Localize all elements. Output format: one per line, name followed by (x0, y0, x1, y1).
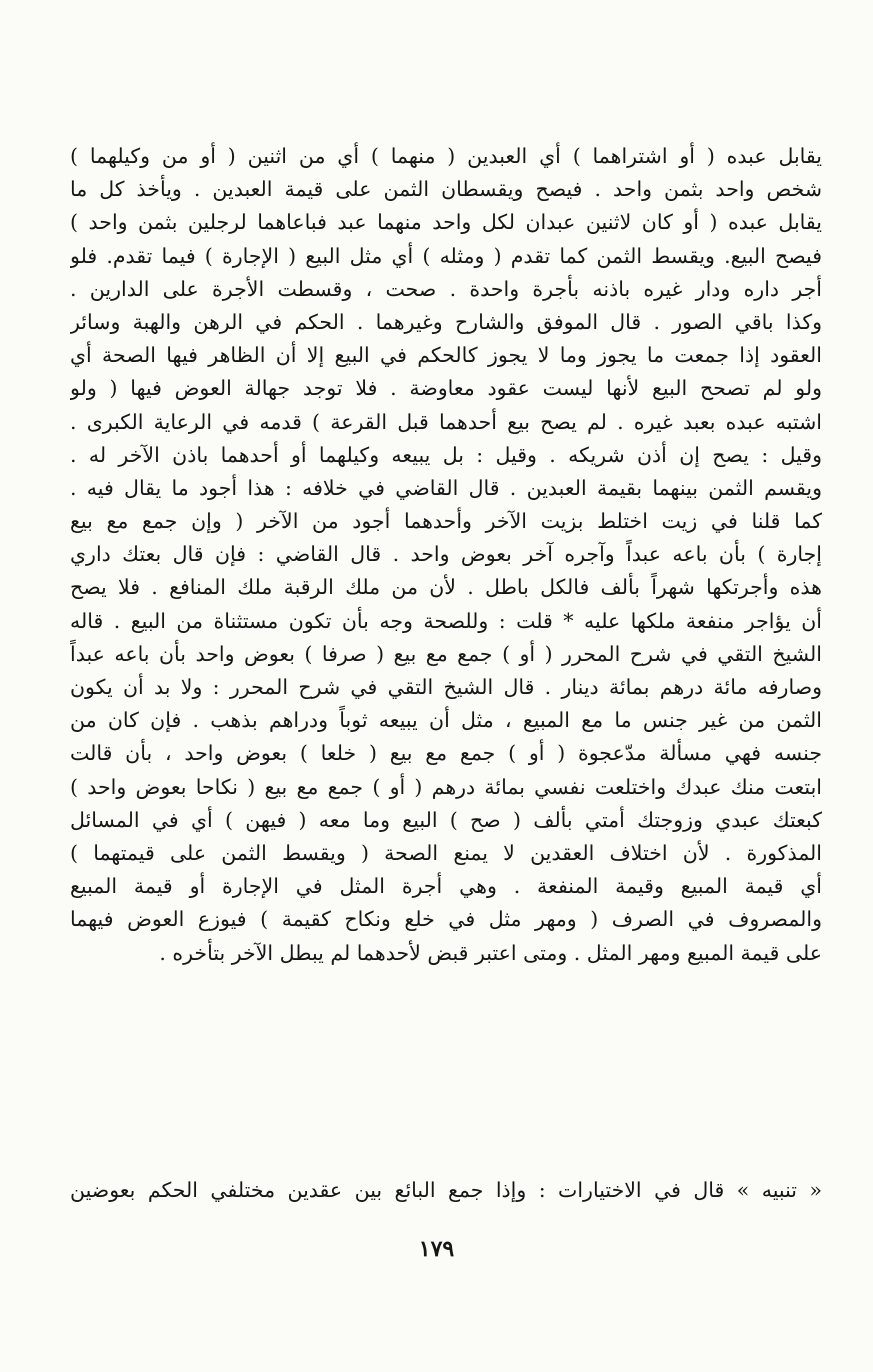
text-line-5: أجر داره ودار غيره باذنه بأجرة واحدة . صحت ، وقسطت الأجرة على الدارين . (70, 276, 822, 301)
text-line-12: كما قلنا في زيت اختلط بزيت الآخر وأحدهما أجود من الآخر ( وإن جمع مع بيع (70, 509, 822, 534)
text-line-1: يقابل عبده ( أو اشتراهما ) أي العبدين ( منهما ) أي من اثنين ( أو من وكيلهما ) (70, 144, 822, 168)
text-line-21: كبعتك عبدي وزوجتك أمتي بألف ( صح ) البيع وما معه ( فيهن ) أي في المسائل (70, 807, 822, 832)
text-line-18: الثمن من غير جنس ما مع المبيع ، مثل أن يبيعه ثوباً ودراهم بذهب . فإن كان من (70, 708, 822, 733)
text-line-2: شخص واحد بثمن واحد . فيصح ويقسطان الثمن على قيمة العبدين . ويأخذ كل ما (70, 177, 822, 202)
text-line-11: ويقسم الثمن بينهما بقيمة العبدين . قال القاضي في خلافه : هذا أجود ما يقال فيه . (70, 475, 822, 500)
text-line-8: ولو لم تصحح البيع لأنها ليست عقود معاوضة . فلا توجد جهالة العوض فيها ( ولو (70, 376, 822, 401)
text-line-24: والمصروف في الصرف ( ومهر مثل في خلع ونكاح كقيمة ) فيوزع العوض فيهما (70, 907, 822, 932)
text-line-4: فيصح البيع. ويقسط الثمن كما تقدم ( ومثله ) أي مثل البيع ( الإجارة ) فيما تقدم. فلو (70, 243, 822, 268)
body-text (70, 140, 822, 970)
text-line-25: على قيمة المبيع ومهر المثل . ومتى اعتبر قبض لأحدهما لم يبطل الآخر بتأخره . (159, 940, 822, 965)
text-line-7: العقود إذا جمعت ما يجوز وما لا يجوز كالحكم في البيع إلا أن الظاهر فيها الصحة أي (70, 343, 822, 368)
text-line-9: اشتبه عبده بعبد غيره . لم يصح بيع أحدهما قبل القرعة ) قدمه في الرعاية الكبرى . (70, 409, 822, 434)
page-number: ١٧٩ (418, 1236, 455, 1262)
text-line-10: وقيل : يصح إن أذن شريكه . وقيل : بل يبيعه وكيلهما أو أحدهما باذن الآخر له . (70, 442, 822, 467)
text-line-19: جنسه فهي مسألة مدّعجوة ( أو ) جمع مع بيع ( خلعا ) بعوض واحد ، بأن قالت (70, 741, 822, 766)
text-line-23: أي قيمة المبيع وقيمة المنفعة . وهي أجرة المثل في الإجارة أو قيمة المبيع (70, 874, 822, 899)
text-line-6: وكذا باقي الصور . قال الموفق والشارح وغيرهما . الحكم في الرهن والهبة وسائر (70, 309, 822, 334)
text-line-17: وصارفه مائة درهم بمائة دينار . قال الشيخ التقي في شرح المحرر : ولا بد أن يكون (70, 675, 822, 699)
text-line-13: إجارة ) بأن باعه عبداً وآجره آخر بعوض واحد . قال القاضي : فإن قال بعتك داري (70, 542, 822, 567)
text-line-20: ابتعت منك عبدك واختلعت نفسي بمائة درهم ( أو ) جمع مع بيع ( نكاحا بعوض واحد ) (70, 774, 822, 799)
text-line-15: أن يؤاجر منفعة ملكها عليه * قلت : وللصحة وجه بأن تكون مستثناة من البيع . قاله (70, 608, 822, 633)
text-line-22: المذكورة . لأن اختلاف العقدين لا يمنع الصحة ( ويقسط الثمن على قيمتهما ) (70, 840, 822, 865)
text-line-16: الشيخ التقي في شرح المحرر ( أو ) جمع مع بيع ( صرفا ) بعوض واحد بأن باعه عبداً (70, 641, 822, 666)
text-line-14: هذه وأجرتكها شهراً بألف فالكل باطل . لأن من ملك الرقبة ملك المنافع . فلا يصح (70, 575, 822, 600)
text-line-3: يقابل عبده ( أو كان لاثنين عبدان لكل واحد منهما عبد فباعاهما لرجلين بثمن واحد ) (70, 210, 822, 235)
main-text (70, 140, 822, 970)
note-paragraph: « تنبيه » قال في الاختيارات : وإذا جمع البائع بين عقدين مختلفي الحكم بعوضين (70, 1178, 822, 1202)
